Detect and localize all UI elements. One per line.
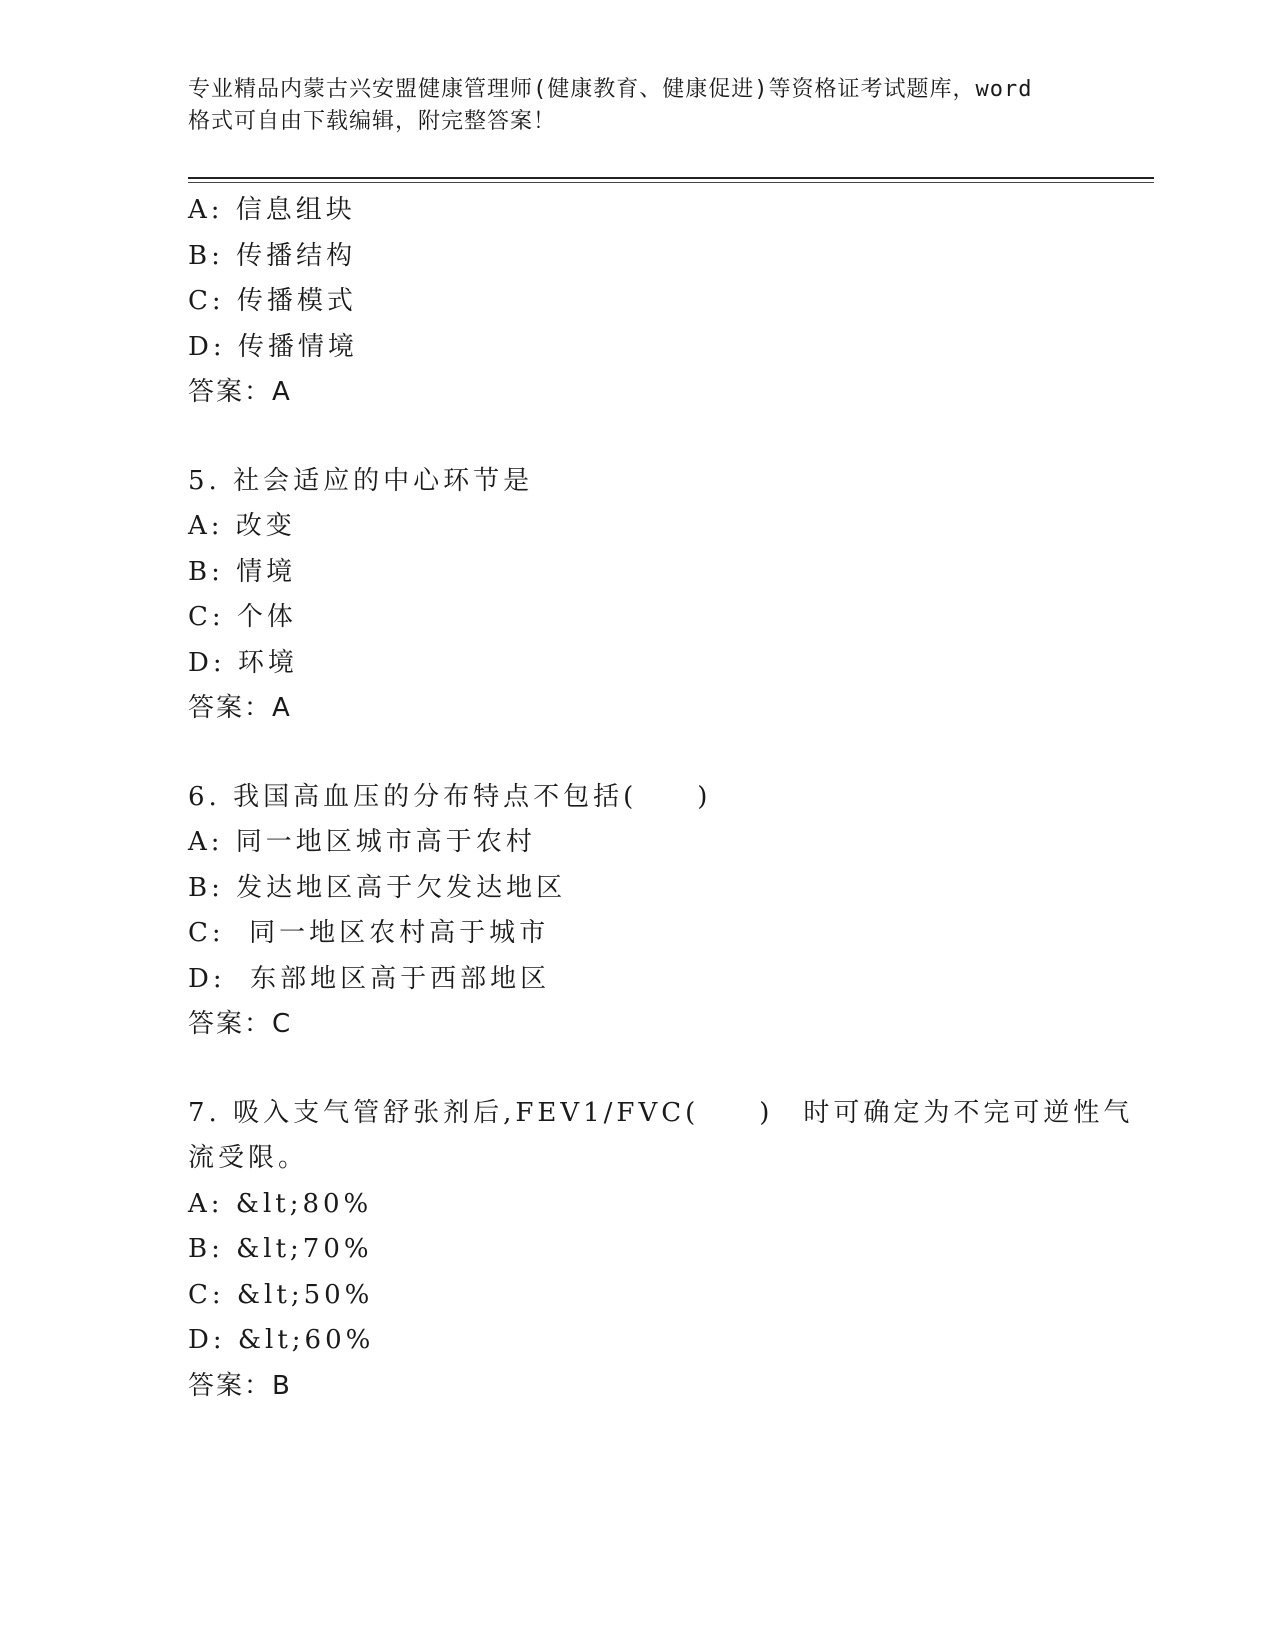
option-c: C: 个体	[188, 602, 297, 632]
option-c: C: 同一地区农村高于城市	[188, 918, 550, 948]
question-text: 5. 社会适应的中心环节是	[188, 465, 534, 496]
question-list	[188, 188, 1134, 1409]
question-text: 6. 我国高血压的分布特点不包括( )	[188, 781, 712, 812]
option-b: B: 情境	[188, 556, 297, 587]
spacer	[188, 1048, 1088, 1091]
spacer	[188, 416, 1088, 459]
option-a: A: 同一地区城市高于农村	[188, 827, 536, 857]
question-text-line-1: 7. 吸入支气管舒张剂后,FEV1/FVC( ) 时可确定为不完可逆性气	[188, 1097, 1134, 1128]
question-block-5	[188, 459, 1088, 732]
question-text-line-2: 流受限。	[188, 1143, 309, 1173]
answer-line: 答案：A	[188, 377, 292, 407]
answer-line: 答案：B	[188, 1370, 292, 1401]
answer-line: 答案：A	[188, 693, 292, 723]
question-block-7	[188, 1091, 1134, 1410]
option-b: B: 发达地区高于欠发达地区	[188, 872, 567, 903]
option-c: C: 传播模式	[188, 286, 357, 316]
option-a: A: &lt;80%	[188, 1188, 373, 1219]
option-d: D: 传播情境	[188, 331, 358, 362]
header-line-1: 专业精品内蒙古兴安盟健康管理师(健康教育、健康促进)等资格证考试题库，word	[188, 77, 1033, 102]
question-block-prev	[188, 188, 1088, 416]
header-divider-thin	[188, 182, 1154, 183]
option-d: D: 东部地区高于西部地区	[188, 963, 551, 994]
document-header	[188, 74, 1088, 138]
option-d: D: &lt;60%	[188, 1325, 375, 1355]
header-line-2: 格式可自由下载编辑，附完整答案！	[188, 109, 557, 134]
option-c: C: &lt;50%	[188, 1279, 374, 1310]
option-b: B: 传播结构	[188, 240, 357, 271]
option-d: D: 环境	[188, 647, 298, 678]
header-divider-thick	[188, 177, 1154, 179]
option-a: A: 改变	[188, 511, 296, 541]
answer-line: 答案：C	[188, 1009, 293, 1039]
option-b: B: &lt;70%	[188, 1234, 373, 1264]
option-a: A: 信息组块	[188, 195, 356, 225]
question-block-6	[188, 775, 1088, 1048]
spacer	[188, 732, 1088, 775]
